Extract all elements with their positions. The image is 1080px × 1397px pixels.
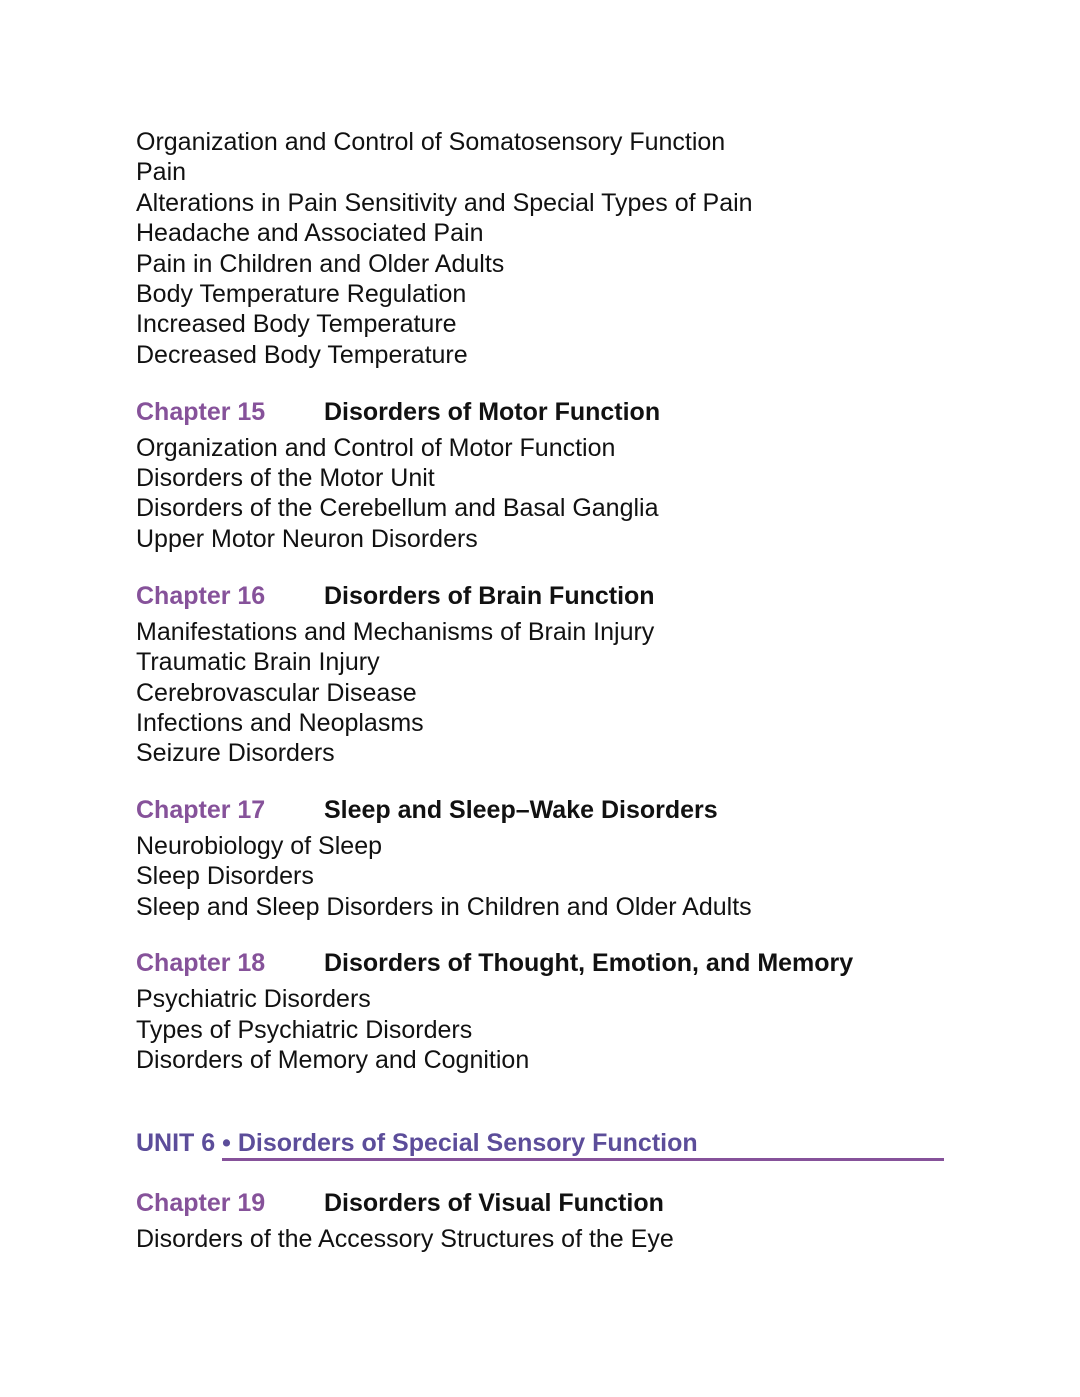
chapter-number: Chapter 17 — [136, 796, 266, 824]
chapter-number: Chapter 19 — [136, 1189, 266, 1217]
topic-item: Disorders of the Cerebellum and Basal Ganglia — [136, 494, 659, 522]
topic-item: Seizure Disorders — [136, 739, 335, 767]
topic-item: Cerebrovascular Disease — [136, 679, 417, 707]
topic-item: Organization and Control of Somatosensory Function — [136, 128, 726, 156]
topic-item: Neurobiology of Sleep — [136, 832, 382, 860]
topic-item: Decreased Body Temperature — [136, 341, 468, 369]
topic-item: Headache and Associated Pain — [136, 219, 484, 247]
chapter-title: Disorders of Visual Function — [324, 1189, 664, 1217]
unit-divider — [222, 1158, 944, 1161]
topic-item: Body Temperature Regulation — [136, 280, 467, 308]
topic-item: Upper Motor Neuron Disorders — [136, 525, 478, 553]
topic-item: Psychiatric Disorders — [136, 985, 371, 1013]
chapter-number: Chapter 18 — [136, 949, 266, 977]
topic-item: Disorders of Memory and Cognition — [136, 1046, 530, 1074]
chapter-title: Disorders of Thought, Emotion, and Memory — [324, 949, 854, 977]
topic-item: Manifestations and Mechanisms of Brain Injury — [136, 618, 655, 646]
topic-item: Types of Psychiatric Disorders — [136, 1016, 473, 1044]
chapter-title: Sleep and Sleep–Wake Disorders — [324, 796, 718, 824]
topic-item: Sleep Disorders — [136, 862, 314, 890]
topic-item: Disorders of the Motor Unit — [136, 464, 435, 492]
chapter-title: Disorders of Motor Function — [324, 398, 661, 426]
topic-item: Traumatic Brain Injury — [136, 648, 380, 676]
topic-item: Pain — [136, 158, 187, 186]
topic-item: Infections and Neoplasms — [136, 709, 424, 737]
topic-item: Pain in Children and Older Adults — [136, 250, 505, 278]
topic-item: Disorders of the Accessory Structures of the Eye — [136, 1225, 674, 1253]
topic-item: Alterations in Pain Sensitivity and Special Types of Pain — [136, 189, 753, 217]
unit-heading: UNIT 6 • Disorders of Special Sensory Function — [136, 1129, 698, 1157]
chapter-number: Chapter 16 — [136, 582, 266, 610]
chapter-title: Disorders of Brain Function — [324, 582, 655, 610]
topic-item: Organization and Control of Motor Function — [136, 434, 616, 462]
topic-item: Sleep and Sleep Disorders in Children and Older Adults — [136, 893, 752, 921]
chapter-number: Chapter 15 — [136, 398, 266, 426]
topic-item: Increased Body Temperature — [136, 310, 457, 338]
